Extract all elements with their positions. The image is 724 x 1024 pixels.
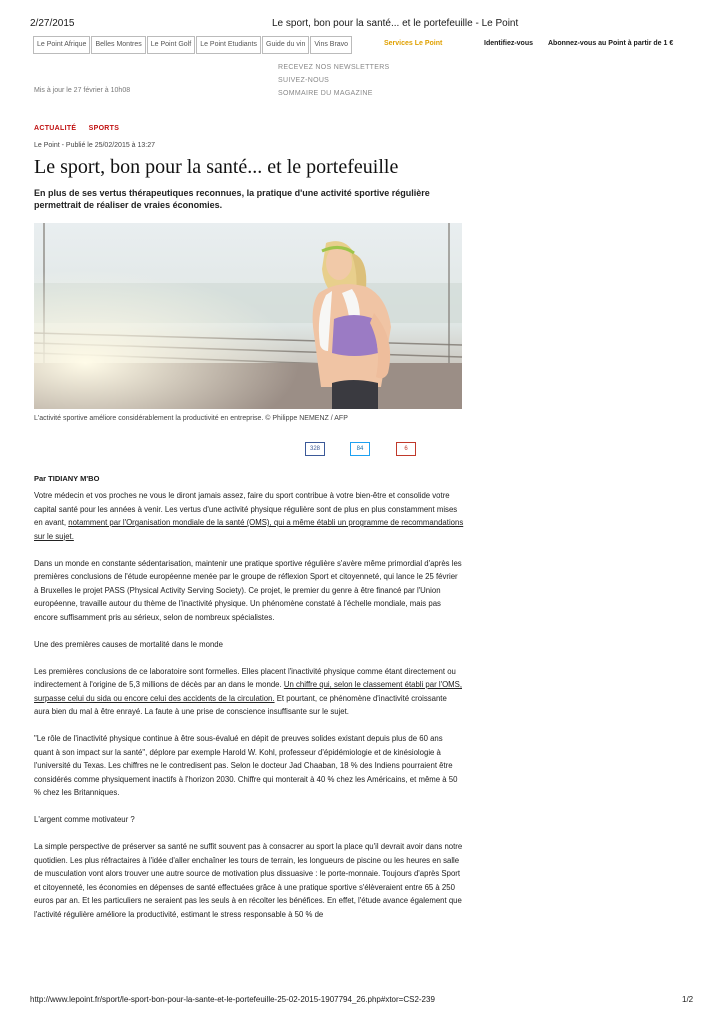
paragraph-5: La simple perspective de préserver sa santé ne suffit souvent pas à consacrer au sport la place qu'il devrait avoir dans notre quotidien. Les plus réfractaires à l'idée d'aller enchaîner les tours de terrain, les longueurs de piscine ou les heures en salle de musculation vont alors trouver une autre source de motivation plus dissuasive : le porte-monnaie. Toujours d'après Sport et citoyenneté, les économies en dépenses de santé effectuées grâce à une pratique sportive s'élèveraient entre 65 à 250 euros par an. Et les particuliers ne seraient pas les seuls à en récolter les bénéfices. En effet, l'étude avance également que l'activité régulière améliore la productivité, estimant le stress responsable à 50 % de (34, 842, 463, 919)
photo-caption: L'activité sportive améliore considérablement la productivité en entreprise. © Philippe NEMENZ / AFP (34, 415, 348, 422)
subheading-money: L'argent comme motivateur ? (34, 815, 135, 824)
top-nav (33, 36, 353, 54)
follow-us-link[interactable]: SUIVEZ-NOUS (278, 77, 330, 84)
paragraph-3 (34, 665, 464, 719)
nav-le-point-afrique[interactable]: Le Point Afrique (33, 36, 90, 54)
print-date: 2/27/2015 (30, 18, 75, 29)
article-lead: En plus de ses vertus thérapeutiques reconnues, la pratique d'une activité sportive régulière permettrait de réaliser de vraies économies. (34, 188, 430, 210)
article-author: Par TIDIANY M'BO (34, 474, 100, 483)
nav-le-point-golf[interactable]: Le Point Golf (147, 36, 195, 54)
who-recommendations-link[interactable]: notamment par l'Organisation mondiale de la santé (OMS), qui a même établi un programme de recommandations sur le sujet. (34, 518, 464, 541)
paragraph-1 (34, 489, 464, 543)
paragraph-3-text-b: Et pourtant, ce phénomène d'inactivité croissante aura bien du mal à être enrayé. La faute à une prise de conscience insuffisante sur le sujet. (34, 693, 447, 716)
facebook-share-button[interactable]: 328 (305, 442, 325, 456)
google-plus-share-button[interactable]: 6 (396, 442, 416, 456)
print-page-title: Le sport, bon pour la santé... et le portefeuille - Le Point (272, 18, 519, 29)
magazine-summary-link[interactable]: SOMMAIRE DU MAGAZINE (278, 90, 373, 97)
article-headline: Le sport, bon pour la santé... et le portefeuille (34, 156, 399, 178)
nav-vins-bravo[interactable]: Vins Bravo (310, 36, 352, 54)
article-photo (34, 223, 462, 409)
category-sports[interactable]: SPORTS (88, 125, 120, 132)
who-ranking-link[interactable]: Un chiffre qui, selon le classement établi par l'OMS, surpasse celui du sida ou encore celui des accidents de la circulation. (34, 680, 462, 703)
subscribe-link[interactable]: Abonnez-vous au Point à partir de 1 € (548, 40, 674, 47)
subheading-mortality: Une des premières causes de mortalité dans le monde (34, 639, 223, 649)
category-breadcrumb (34, 125, 129, 132)
nav-le-point-etudiants[interactable]: Le Point Etudiants (196, 36, 261, 54)
newsletter-link[interactable]: RECEVEZ NOS NEWSLETTERS (278, 64, 390, 71)
category-actualite[interactable]: ACTUALITÉ (34, 125, 77, 132)
article-body (34, 489, 464, 935)
paragraph-2: Dans un monde en constante sédentarisation, maintenir une pratique sportive régulière s'avère même primordial d'après les premières conclusions de l'étude européenne menée par le groupe de réflexion Sport et citoyenneté, qui lance le 25 février à Bruxelles le projet PASS (Physical Activity Serving Society). Ce projet, le premier du genre à être financé par l'Union européenne, travaille autour du thème de l'inactivité physique. Un phénomène constaté à l'échelle mondiale, mais pas encore suffisamment pris au sérieux, selon de nombreux spécialistes. (34, 558, 462, 622)
services-link[interactable]: Services Le Point (384, 40, 443, 47)
twitter-share-button[interactable]: 84 (350, 442, 370, 456)
print-footer-url: http://www.lepoint.fr/sport/le-sport-bon-pour-la-sante-et-le-portefeuille-25-02-2015-1907794_26.php#xtor=CS2-239 (30, 995, 435, 1004)
nav-belles-montres[interactable]: Belles Montres (91, 36, 145, 54)
magazine-links (278, 61, 390, 100)
publication-line: Le Point - Publié le 25/02/2015 à 13:27 (34, 142, 156, 149)
print-page-number: 1/2 (682, 995, 694, 1004)
paragraph-3-text-a: Les premières conclusions de ce laboratoire sont formelles. Elles placent l'inactivité physique comme étant directement ou indirectement à l'origine de 5,3 millions de décès par an dans le monde. (34, 666, 456, 689)
login-link[interactable]: Identifiez-vous (484, 40, 534, 47)
paragraph-1-text: Votre médecin et vos proches ne vous le diront jamais assez, faire du sport contribue à votre bien-être et consolide votre capital santé pour les années à venir. Les vertus d'une activité physique régulière sont de plus en plus constamment mises en avant, (34, 491, 458, 527)
nav-guide-du-vin[interactable]: Guide du vin (262, 36, 309, 54)
runner-photo-illustration (34, 223, 462, 409)
paragraph-4: "Le rôle de l'inactivité physique continue à être sous-évalué en dépit de preuves solides existant depuis plus de 60 ans quant à son impact sur la santé", déplore par exemple Harold W. Kohl, professeur d'épidémiologie et de kinésiologie à l'université du Texas. Les chiffres ne le contredisent pas. Selon le docteur Jad Chaaban, 18 % des Indiens pourraient être considérés comme physiquement inactifs à l'horizon 2030. Chiffre qui monterait à 40 % chez les Américains, et même à 50 % chez les Britanniques. (34, 734, 458, 797)
updated-timestamp: Mis à jour le 27 février à 10h08 (34, 87, 131, 94)
